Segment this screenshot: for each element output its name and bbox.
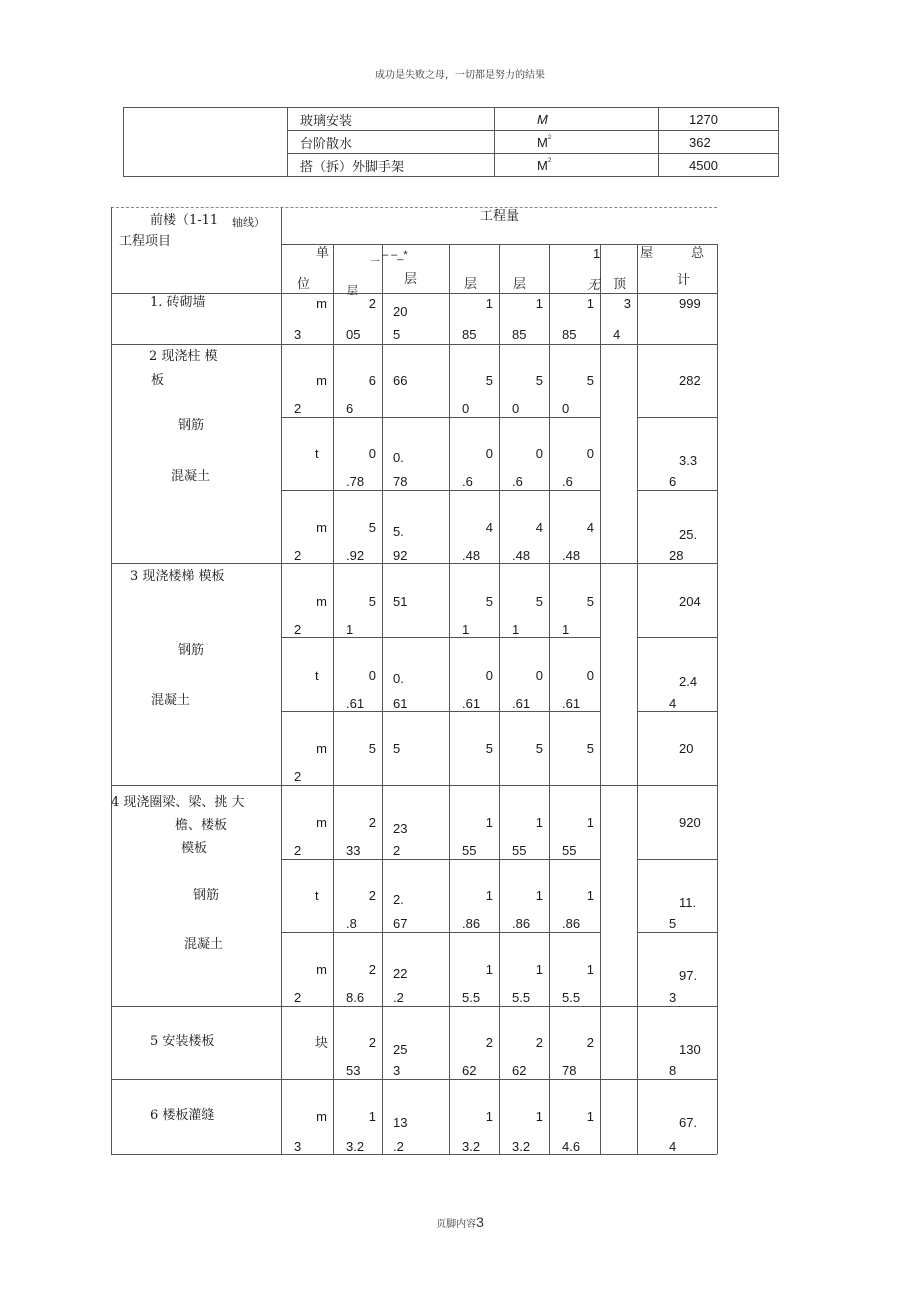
cell-total: 3.3	[679, 453, 698, 468]
cell-c5: 4	[586, 520, 594, 535]
cell-c5: 0	[586, 668, 594, 683]
cell-c3: 1	[462, 622, 470, 637]
item-stair-concrete: 混凝土	[151, 693, 191, 708]
col-4-bottom: 层	[513, 277, 527, 292]
cell-c6: 4	[613, 327, 621, 342]
cell-c1: 2	[368, 296, 376, 311]
cell-c5: 0	[562, 401, 570, 416]
item-slab-grout: 6 楼板灌缝	[150, 1108, 215, 1123]
cell-c4: 1	[535, 962, 543, 977]
item-column-concrete: 混凝土	[171, 469, 211, 484]
cell-c5: .86	[562, 916, 581, 931]
cell-c1: 6	[346, 401, 354, 416]
cell-c4: 0	[535, 446, 543, 461]
table-row	[124, 108, 779, 131]
col-3-bottom: 层	[464, 277, 478, 292]
cell-total: 204	[679, 594, 701, 609]
cell-c1: 05	[346, 327, 361, 342]
cell-c4: .48	[512, 548, 531, 563]
col-5-bottom: 无	[587, 278, 601, 293]
cell-c2: 22	[393, 966, 408, 981]
col-2-mark: – –_*	[382, 249, 408, 261]
cell-c3: 0	[485, 446, 493, 461]
item-unit: $M^2$	[495, 154, 659, 177]
cell-c4: 5.5	[512, 990, 531, 1005]
cell-c3: 5.5	[462, 990, 481, 1005]
cell-c1: 2	[368, 815, 376, 830]
cell-c1: 5	[368, 520, 376, 535]
blank-cell	[124, 108, 288, 177]
cell-c5: 4.6	[562, 1139, 581, 1154]
cell-c4: .6	[512, 474, 523, 489]
item-unit: $M^2$	[495, 131, 659, 154]
grid-line	[549, 244, 550, 1154]
cell-unit: m	[316, 1109, 327, 1124]
cell-c2: 13	[393, 1115, 408, 1130]
item-beam-b: 檐、楼板	[175, 818, 228, 833]
cell-c4: 1	[535, 1109, 543, 1124]
cell-c1: 5	[368, 741, 376, 756]
cell-c2: 61	[393, 696, 408, 711]
col-1-bottom: 层	[347, 284, 358, 297]
cell-c1: 3.2	[346, 1139, 365, 1154]
cell-c5: 5	[586, 741, 594, 756]
cell-c3: 0	[462, 401, 470, 416]
cell-c4: 4	[535, 520, 543, 535]
cell-c2: .2	[393, 1139, 404, 1154]
cell-unit: m	[316, 815, 327, 830]
cell-c3: .86	[462, 916, 481, 931]
cell-c5: 0	[586, 446, 594, 461]
grid-line	[111, 207, 717, 208]
cell-c4: 55	[512, 843, 527, 858]
cell-c5: 85	[562, 327, 577, 342]
cell-c1: 0	[368, 668, 376, 683]
cell-c4: .86	[512, 916, 531, 931]
grid-line	[600, 244, 601, 1154]
cell-c1: 1	[346, 622, 354, 637]
cell-unit: 块	[315, 1035, 329, 1050]
header-title-c: 工程项目	[119, 234, 172, 249]
cell-c1: 5	[368, 594, 376, 609]
cell-total: 5	[669, 916, 677, 931]
quantities-table	[111, 207, 718, 1155]
cell-c3: 1	[485, 815, 493, 830]
cell-unit: 2	[294, 548, 302, 563]
item-beam-a: 4 现浇圈梁、梁、挑 大	[111, 795, 245, 810]
cell-unit: m	[316, 594, 327, 609]
cell-c5: 5	[586, 594, 594, 609]
cell-c3: 5	[485, 741, 493, 756]
cell-c5: .61	[562, 696, 581, 711]
cell-c3: 85	[462, 327, 477, 342]
cell-c2: 2	[393, 843, 401, 858]
cell-c2: 2.	[393, 892, 404, 907]
item-beam-c: 模板	[181, 841, 208, 856]
cell-unit: m	[316, 741, 327, 756]
cell-c5: 5.5	[562, 990, 581, 1005]
grid-line	[637, 711, 717, 712]
header-group: 工程量	[480, 209, 520, 224]
cell-c2: 51	[393, 594, 408, 609]
cell-total: 20	[679, 741, 694, 756]
cell-c2: .2	[393, 990, 404, 1005]
cell-c4: 0	[512, 401, 520, 416]
cell-c1: 2	[368, 1035, 376, 1050]
cell-c4: 3.2	[512, 1139, 531, 1154]
grid-line	[281, 637, 600, 638]
cell-c5: 1	[562, 622, 570, 637]
cell-c3: 3.2	[462, 1139, 481, 1154]
item-stair-rebar: 钢筋	[178, 643, 205, 658]
cell-unit: 2	[294, 769, 302, 784]
cell-c4: .61	[512, 696, 531, 711]
grid-line	[281, 932, 600, 933]
cell-c4: 0	[535, 668, 543, 683]
materials-table	[123, 107, 779, 177]
cell-c2: 5.	[393, 524, 404, 539]
item-stair: 3 现浇楼梯 模板	[130, 569, 225, 584]
grid-line	[111, 293, 717, 294]
item-unit: M	[495, 108, 659, 131]
cell-unit: m	[316, 962, 327, 977]
grid-line	[111, 1006, 717, 1007]
cell-unit: t	[315, 446, 319, 461]
cell-total: 67.	[679, 1115, 698, 1130]
item-column-b: 板	[151, 373, 165, 388]
cell-c3: 62	[462, 1063, 477, 1078]
cell-c5: 55	[562, 843, 577, 858]
cell-c5: 1	[586, 962, 594, 977]
cell-unit: 2	[294, 401, 302, 416]
item-quantity: 4500	[659, 154, 779, 177]
grid-line	[281, 207, 282, 1154]
item-column-a: 2 现浇柱 模	[149, 349, 218, 364]
cell-c3: 5	[485, 594, 493, 609]
grid-line	[111, 344, 717, 345]
cell-c2: 67	[393, 916, 408, 931]
cell-c5: 78	[562, 1063, 577, 1078]
cell-c3: 1	[485, 1109, 493, 1124]
cell-c3: 4	[485, 520, 493, 535]
cell-c5: 1	[586, 1109, 594, 1124]
grid-line	[281, 711, 600, 712]
cell-unit: m	[316, 296, 327, 311]
col-1-top: 一	[370, 257, 380, 268]
cell-total: 999	[679, 296, 701, 311]
grid-line	[281, 490, 600, 491]
cell-c2: 25	[393, 1042, 408, 1057]
cell-c5: .6	[562, 474, 573, 489]
grid-line	[637, 637, 717, 638]
cell-total: 130	[679, 1042, 701, 1057]
grid-line	[637, 490, 717, 491]
cell-c2: 3	[393, 1063, 401, 1078]
cell-c5: 5	[586, 373, 594, 388]
cell-total: 25.	[679, 527, 698, 542]
cell-c1: 2	[368, 888, 376, 903]
cell-total: 28	[669, 548, 684, 563]
cell-c6: 3	[623, 296, 631, 311]
cell-c1: .92	[346, 548, 365, 563]
col-5-top: 1	[593, 246, 601, 261]
cell-total: 282	[679, 373, 701, 388]
cell-c2: 0.	[393, 671, 404, 686]
header-title-b: 轴线）	[232, 216, 265, 229]
cell-c1: 53	[346, 1063, 361, 1078]
cell-c3: .48	[462, 548, 481, 563]
cell-c4: 2	[535, 1035, 543, 1050]
cell-c3: .6	[462, 474, 473, 489]
cell-total: 97.	[679, 968, 698, 983]
cell-unit: 3	[294, 1139, 302, 1154]
grid-line	[281, 417, 600, 418]
cell-c5: .48	[562, 548, 581, 563]
col-7-top: 屋	[640, 246, 654, 261]
cell-c1: 0	[368, 446, 376, 461]
cell-c2: 5	[393, 741, 401, 756]
cell-unit: 2	[294, 990, 302, 1005]
cell-total: 4	[669, 1139, 677, 1154]
cell-unit: m	[316, 373, 327, 388]
col-unit-bottom: 位	[297, 277, 311, 292]
col-2-bottom: 层	[404, 272, 418, 287]
grid-line	[637, 859, 717, 860]
grid-line	[499, 244, 500, 1154]
grid-line	[111, 207, 112, 1154]
cell-c4: 5	[535, 373, 543, 388]
cell-c1: 33	[346, 843, 361, 858]
cell-c5: 1	[586, 815, 594, 830]
cell-c1: 8.6	[346, 990, 365, 1005]
cell-total: 2.4	[679, 674, 698, 689]
cell-c4: 85	[512, 327, 527, 342]
grid-line	[281, 859, 600, 860]
cell-total: 920	[679, 815, 701, 830]
item-beam-concrete: 混凝土	[184, 937, 224, 952]
item-name: 台阶散水	[288, 131, 495, 154]
cell-c3: 0	[485, 668, 493, 683]
cell-c1: 2	[368, 962, 376, 977]
item-name: 玻璃安装	[288, 108, 495, 131]
col-7-top2: 总	[691, 246, 705, 261]
cell-c4: 1	[535, 815, 543, 830]
col-unit-top: 单	[316, 246, 330, 261]
cell-c3: 5	[485, 373, 493, 388]
cell-c3: 1	[485, 296, 493, 311]
cell-c3: 1	[485, 888, 493, 903]
col-6-bottom: 顶	[613, 277, 627, 292]
grid-line	[333, 244, 334, 1154]
cell-c2: 92	[393, 548, 408, 563]
grid-line	[637, 417, 717, 418]
cell-c2: 66	[393, 373, 408, 388]
cell-c1: 6	[368, 373, 376, 388]
cell-c3: 2	[485, 1035, 493, 1050]
cell-c1: .78	[346, 474, 365, 489]
item-brick-wall: 1. 砖砌墙	[150, 295, 206, 310]
cell-c5: 1	[586, 296, 594, 311]
item-beam-rebar: 钢筋	[193, 888, 220, 903]
cell-c5: 1	[586, 888, 594, 903]
cell-c2: 78	[393, 474, 408, 489]
cell-c3: .61	[462, 696, 481, 711]
cell-unit: 2	[294, 622, 302, 637]
cell-c2: 5	[393, 327, 401, 342]
item-name: 搭（拆）外脚手架	[288, 154, 495, 177]
header-title-a: 前楼（1-11	[150, 213, 219, 228]
grid-line	[637, 932, 717, 933]
cell-c5: 2	[586, 1035, 594, 1050]
grid-line	[449, 244, 450, 1154]
grid-line	[111, 1154, 717, 1155]
item-slab-install: 5 安装楼板	[150, 1034, 215, 1049]
cell-c2: 23	[393, 821, 408, 836]
item-column-rebar: 钢筋	[178, 418, 205, 433]
cell-unit: m	[316, 520, 327, 535]
cell-total: 4	[669, 696, 677, 711]
cell-unit: t	[315, 668, 319, 683]
page-header: 成功是失败之母，一切都是努力的结果	[375, 70, 545, 81]
cell-c4: 5	[535, 594, 543, 609]
grid-line	[637, 244, 638, 1154]
cell-c1: .61	[346, 696, 365, 711]
cell-c4: 1	[535, 296, 543, 311]
grid-line	[717, 244, 718, 1154]
col-7-bottom: 计	[677, 273, 691, 288]
grid-line	[111, 563, 717, 564]
item-quantity: 1270	[659, 108, 779, 131]
cell-c3: 55	[462, 843, 477, 858]
cell-c2: 0.	[393, 450, 404, 465]
cell-c4: 5	[535, 741, 543, 756]
grid-line	[382, 244, 383, 1154]
item-quantity: 362	[659, 131, 779, 154]
cell-c4: 62	[512, 1063, 527, 1078]
cell-total: 3	[669, 990, 677, 1005]
cell-unit: t	[315, 888, 319, 903]
cell-c1: 1	[368, 1109, 376, 1124]
cell-unit: 3	[294, 327, 302, 342]
cell-c1: .8	[346, 916, 357, 931]
cell-total: 11.	[679, 895, 697, 910]
cell-unit: 2	[294, 843, 302, 858]
cell-c4: 1	[535, 888, 543, 903]
cell-total: 6	[669, 474, 677, 489]
grid-line	[111, 1079, 717, 1080]
grid-line	[111, 785, 717, 786]
cell-c4: 1	[512, 622, 520, 637]
page-footer: 页脚内容3	[436, 1214, 484, 1230]
cell-total: 8	[669, 1063, 677, 1078]
cell-c2: 20	[393, 304, 408, 319]
cell-c3: 1	[485, 962, 493, 977]
